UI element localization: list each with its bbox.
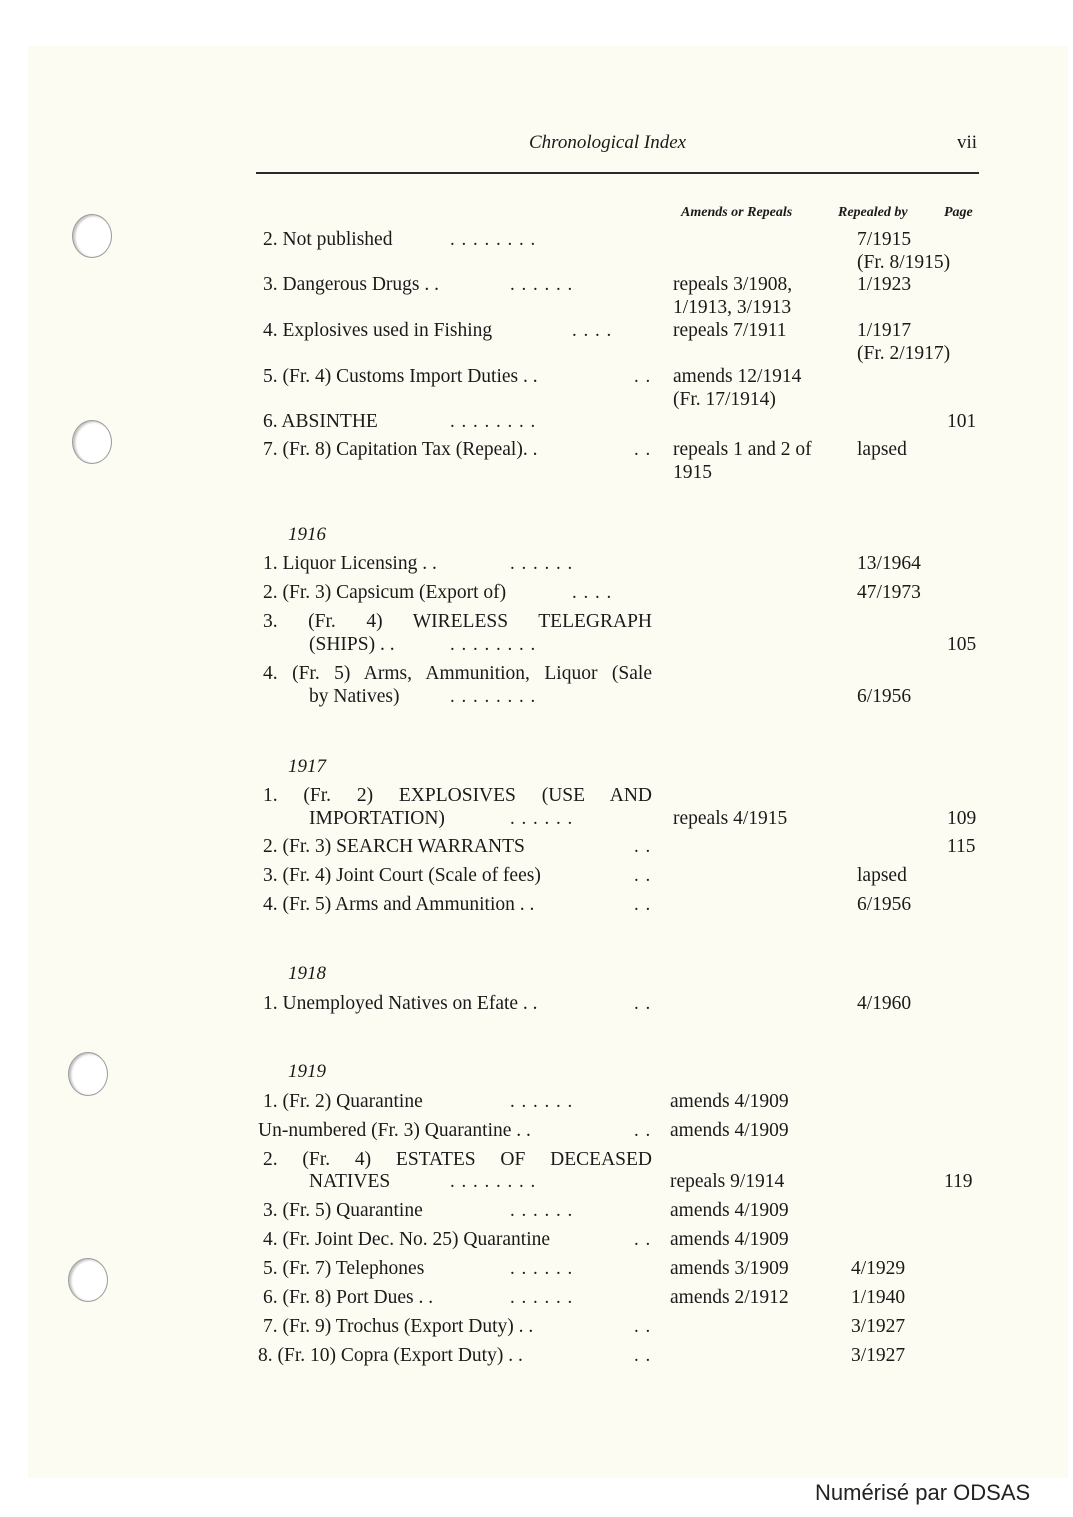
leader-dots: . . bbox=[634, 366, 652, 387]
entry-title: 6. (Fr. 8) Port Dues . . bbox=[263, 1287, 434, 1308]
entry-title: 7. (Fr. 8) Capitation Tax (Repeal). . bbox=[263, 439, 538, 460]
leader-dots: . . bbox=[634, 993, 652, 1014]
amends-or-repeals: 1915 bbox=[673, 462, 712, 483]
repealed-by: 3/1927 bbox=[851, 1316, 906, 1337]
leader-dots: . . bbox=[634, 836, 652, 857]
entry-title-continued: (SHIPS) . . bbox=[309, 634, 395, 655]
leader-dots: . . bbox=[634, 1120, 652, 1141]
year-heading: 1918 bbox=[288, 963, 326, 984]
entry-title: Un-numbered (Fr. 3) Quarantine . . bbox=[258, 1120, 531, 1141]
entry-title: 3. (Fr. 5) Quarantine bbox=[263, 1200, 423, 1221]
column-heading-page: Page bbox=[944, 205, 973, 220]
entry-title: 5. (Fr. 7) Telephones bbox=[263, 1258, 425, 1279]
leader-dots: . . . . . . bbox=[510, 1258, 574, 1279]
entry-title: 1. (Fr. 2) Quarantine bbox=[263, 1091, 423, 1112]
repealed-by: 1/1917 bbox=[857, 320, 912, 341]
amends-or-repeals: repeals 1 and 2 of bbox=[673, 439, 812, 460]
entry-title: 3. (Fr. 4) WIRELESS TELEGRAPH bbox=[263, 611, 652, 632]
repealed-by: 4/1929 bbox=[851, 1258, 906, 1279]
leader-dots: . . . . . . . . bbox=[450, 411, 537, 432]
leader-dots: . . . . . . . . bbox=[450, 634, 537, 655]
punch-hole bbox=[68, 1258, 108, 1302]
leader-dots: . . bbox=[634, 1229, 652, 1250]
amends-or-repeals: amends 4/1909 bbox=[670, 1200, 789, 1221]
entry-title: 6. ABSINTHE bbox=[263, 411, 378, 432]
punch-hole bbox=[72, 420, 112, 464]
running-header-title: Chronological Index bbox=[529, 132, 687, 153]
amends-or-repeals: repeals 3/1908, bbox=[673, 274, 793, 295]
leader-dots: . . . . . . . . bbox=[450, 229, 537, 250]
year-heading: 1916 bbox=[288, 524, 326, 545]
entry-title-continued: NATIVES bbox=[309, 1171, 391, 1192]
entry-title: 1. Unemployed Natives on Efate . . bbox=[263, 993, 538, 1014]
repealed-by: 7/1915 bbox=[857, 229, 912, 250]
entry-title: 4. (Fr. 5) Arms and Ammunition . . bbox=[263, 894, 535, 915]
page-reference: 115 bbox=[947, 836, 976, 857]
leader-dots: . . . . . . bbox=[510, 1287, 574, 1308]
entry-title: 3. Dangerous Drugs . . bbox=[263, 274, 440, 295]
page-reference: 109 bbox=[947, 808, 977, 829]
amends-or-repeals: repeals 9/1914 bbox=[670, 1171, 785, 1192]
entry-title-continued: IMPORTATION) bbox=[309, 808, 445, 829]
amends-or-repeals: amends 4/1909 bbox=[670, 1120, 789, 1141]
leader-dots: . . bbox=[634, 1316, 652, 1337]
repealed-by: lapsed bbox=[857, 865, 907, 886]
leader-dots: . . bbox=[634, 1345, 652, 1366]
leader-dots: . . . . . . bbox=[510, 1091, 574, 1112]
page-reference: 101 bbox=[947, 411, 977, 432]
year-heading: 1919 bbox=[288, 1061, 326, 1082]
repealed-by: 6/1956 bbox=[857, 686, 912, 707]
leader-dots: . . . . . . bbox=[510, 274, 574, 295]
entry-title: 2. (Fr. 4) ESTATES OF DECEASED bbox=[263, 1149, 652, 1170]
entry-title: 5. (Fr. 4) Customs Import Duties . . bbox=[263, 366, 538, 387]
punch-hole bbox=[68, 1052, 108, 1096]
page-number: vii bbox=[957, 132, 978, 153]
entry-title: 2. Not published bbox=[263, 229, 393, 250]
entry-title: 4. (Fr. Joint Dec. No. 25) Quarantine bbox=[263, 1229, 551, 1250]
entry-title-continued: by Natives) bbox=[309, 686, 400, 707]
leader-dots: . . . . bbox=[572, 582, 613, 603]
column-heading-repealed: Repealed by bbox=[838, 205, 908, 220]
entry-title: 7. (Fr. 9) Trochus (Export Duty) . . bbox=[263, 1316, 534, 1337]
amends-or-repeals: amends 12/1914 bbox=[673, 366, 802, 387]
header-rule bbox=[256, 172, 979, 174]
amends-or-repeals: amends 2/1912 bbox=[670, 1287, 789, 1308]
leader-dots: . . . . . . . . bbox=[450, 686, 537, 707]
repealed-by: 47/1973 bbox=[857, 582, 921, 603]
leader-dots: . . bbox=[634, 894, 652, 915]
amends-or-repeals: (Fr. 17/1914) bbox=[673, 389, 776, 410]
repealed-by: 13/1964 bbox=[857, 553, 921, 574]
entry-title: 4. Explosives used in Fishing bbox=[263, 320, 493, 341]
leader-dots: . . . . . . . . bbox=[450, 1171, 537, 1192]
entry-title: 1. Liquor Licensing . . bbox=[263, 553, 437, 574]
amends-or-repeals: amends 4/1909 bbox=[670, 1229, 789, 1250]
entry-title: 1. (Fr. 2) EXPLOSIVES (USE AND bbox=[263, 785, 652, 806]
leader-dots: . . . . . . bbox=[510, 808, 574, 829]
amends-or-repeals: repeals 7/1911 bbox=[673, 320, 787, 341]
repealed-by: 1/1923 bbox=[857, 274, 912, 295]
page-reference: 119 bbox=[944, 1171, 973, 1192]
digitization-credit: Numérisé par ODSAS bbox=[815, 1480, 1031, 1505]
leader-dots: . . . . bbox=[572, 320, 613, 341]
repealed-by: lapsed bbox=[857, 439, 907, 460]
leader-dots: . . bbox=[634, 865, 652, 886]
entry-title: 3. (Fr. 4) Joint Court (Scale of fees) bbox=[263, 865, 541, 886]
leader-dots: . . bbox=[634, 439, 652, 460]
repealed-by: 6/1956 bbox=[857, 894, 912, 915]
column-heading-amends: Amends or Repeals bbox=[681, 205, 793, 220]
amends-or-repeals: repeals 4/1915 bbox=[673, 808, 788, 829]
entry-title: 8. (Fr. 10) Copra (Export Duty) . . bbox=[258, 1345, 523, 1366]
amends-or-repeals: amends 3/1909 bbox=[670, 1258, 789, 1279]
repealed-by: 4/1960 bbox=[857, 993, 912, 1014]
year-heading: 1917 bbox=[288, 756, 326, 777]
page-reference: 105 bbox=[947, 634, 977, 655]
amends-or-repeals: 1/1913, 3/1913 bbox=[673, 297, 792, 318]
repealed-by: (Fr. 8/1915) bbox=[857, 252, 951, 273]
punch-hole bbox=[72, 214, 112, 258]
amends-or-repeals: amends 4/1909 bbox=[670, 1091, 789, 1112]
repealed-by: 1/1940 bbox=[851, 1287, 906, 1308]
entry-title: 2. (Fr. 3) Capsicum (Export of) bbox=[263, 582, 507, 603]
entry-title: 2. (Fr. 3) SEARCH WARRANTS bbox=[263, 836, 525, 857]
entry-title: 4. (Fr. 5) Arms, Ammunition, Liquor (Sale bbox=[263, 663, 652, 684]
leader-dots: . . . . . . bbox=[510, 1200, 574, 1221]
repealed-by: (Fr. 2/1917) bbox=[857, 343, 951, 364]
repealed-by: 3/1927 bbox=[851, 1345, 906, 1366]
leader-dots: . . . . . . bbox=[510, 553, 574, 574]
